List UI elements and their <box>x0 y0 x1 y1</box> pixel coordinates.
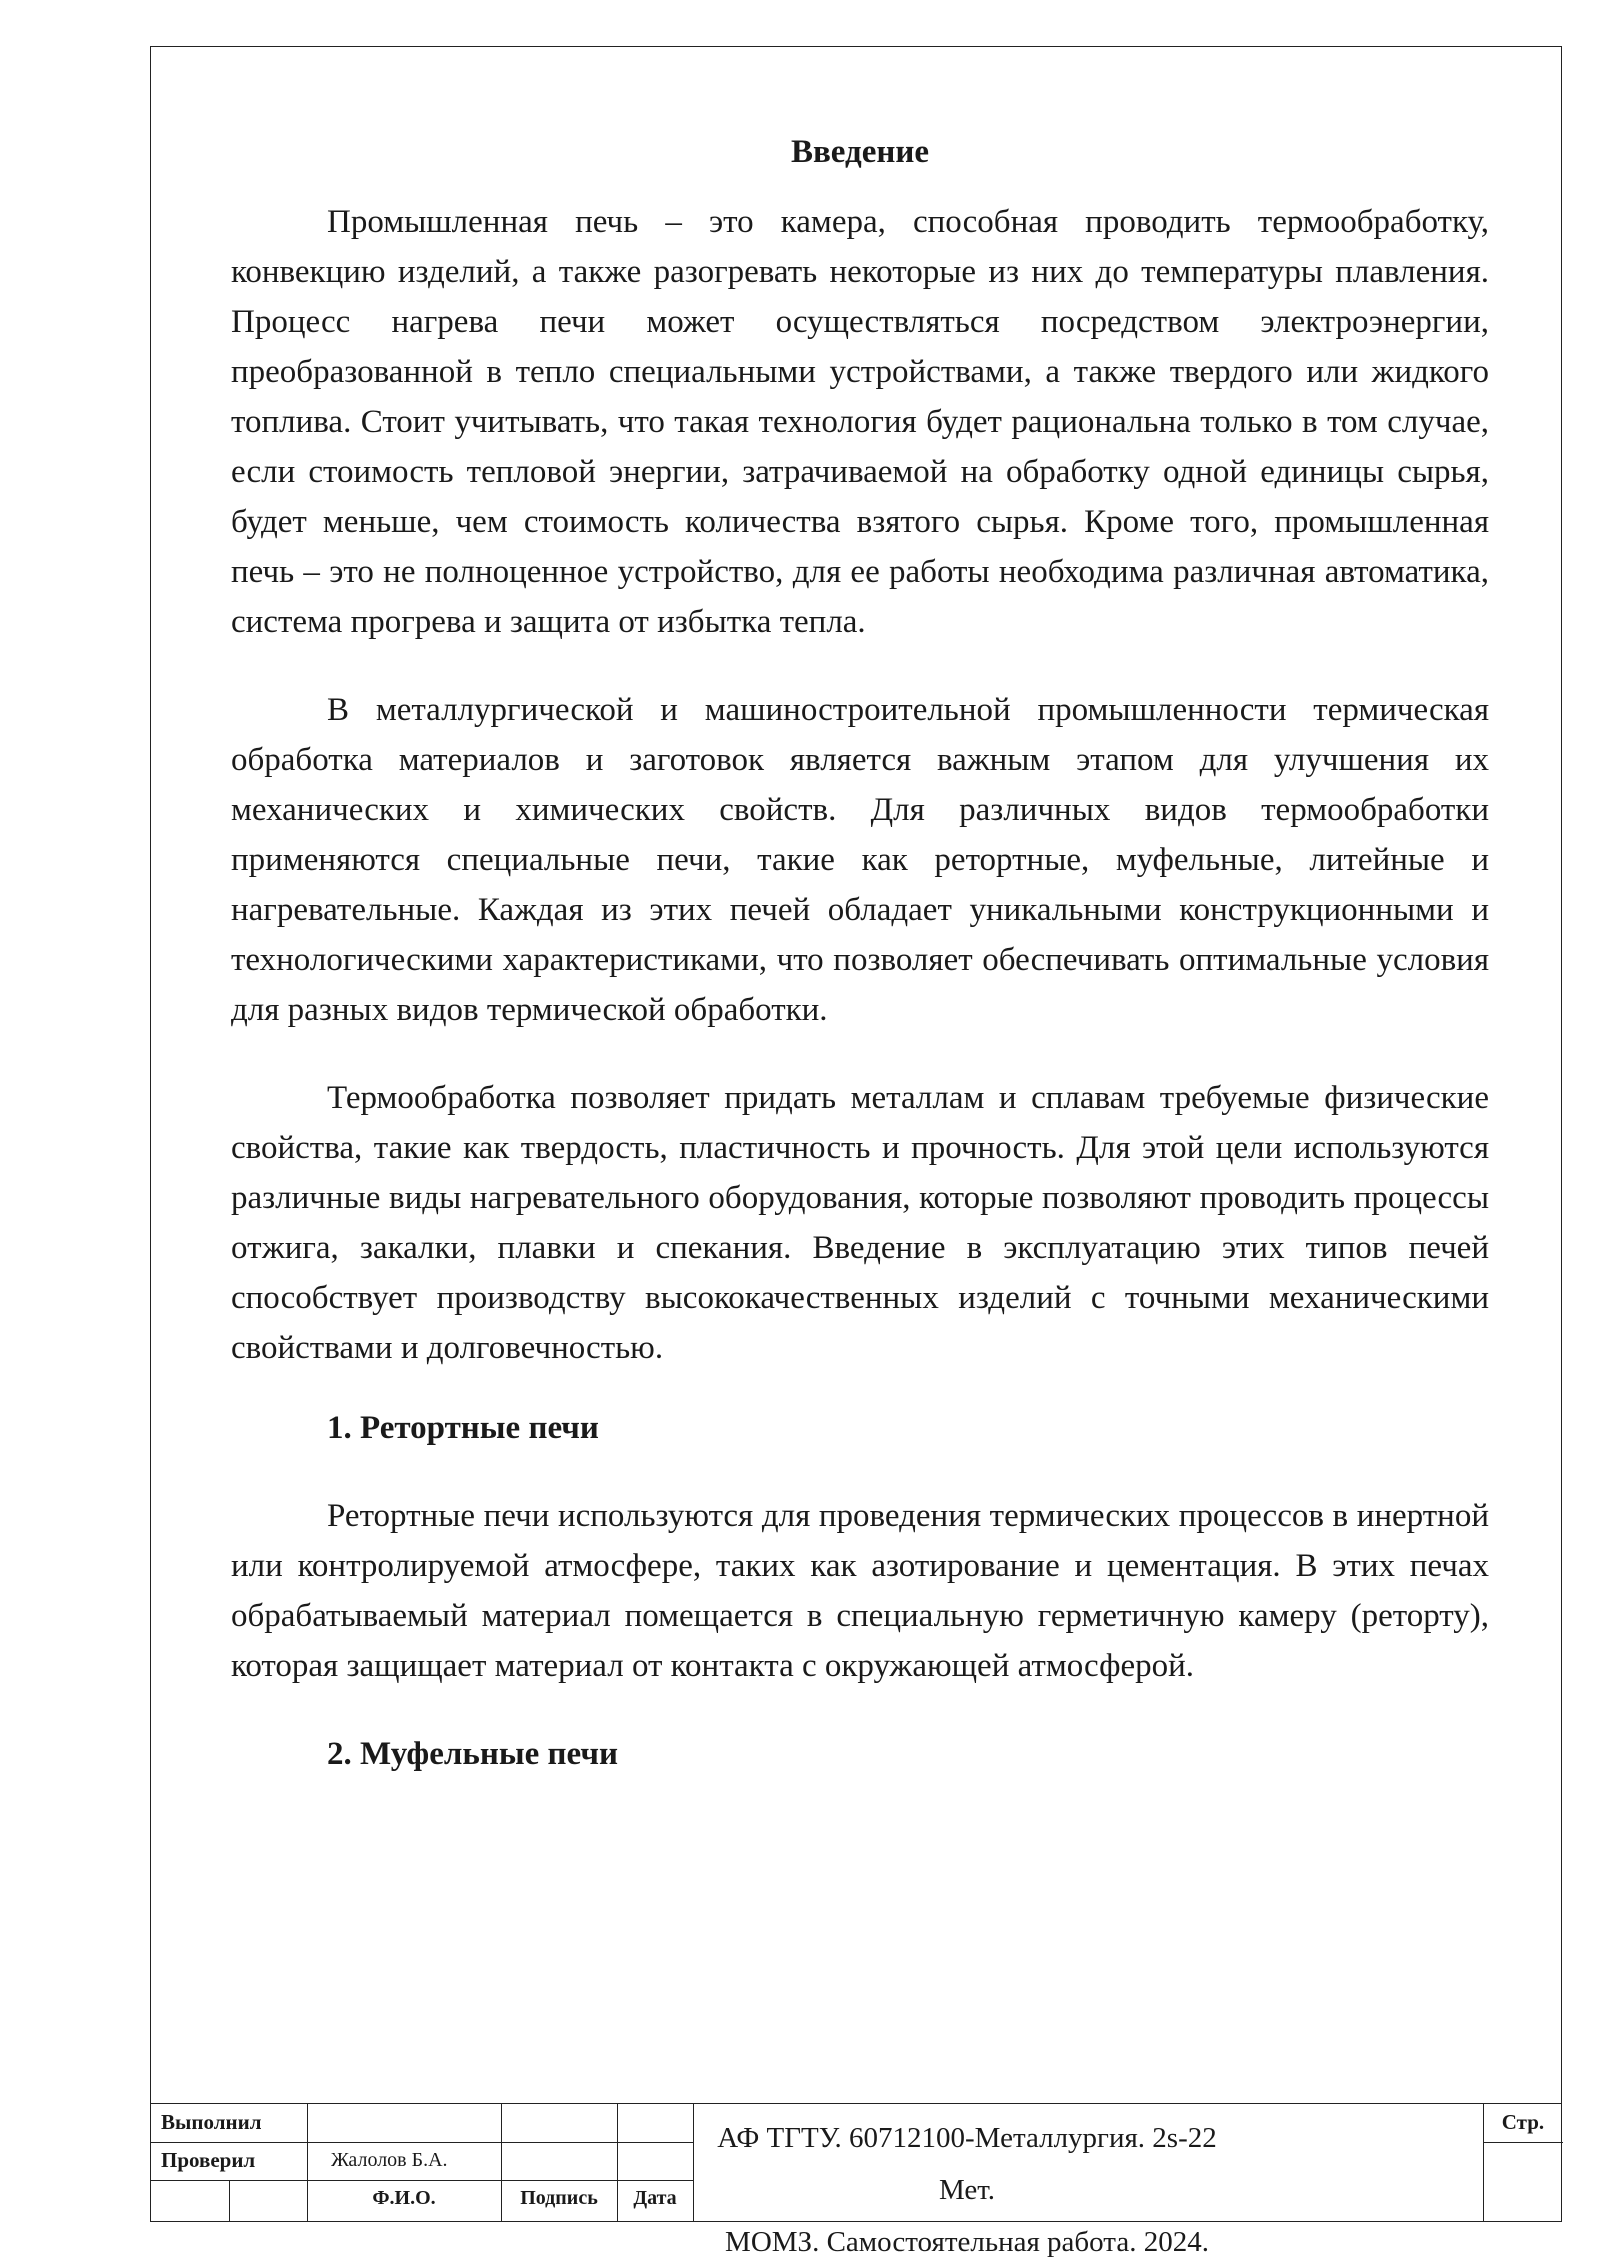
performed-label: Выполнил <box>161 2110 262 2134</box>
designation-line-2: МОМЗ. Самостоятельная работа. 2024. <box>725 2226 1209 2258</box>
title-block <box>151 2103 1561 2258</box>
name-header: Ф.И.О. <box>372 2187 436 2209</box>
paragraph: Промышленная печь – это камера, способная проводить термообработку, конвекцию изделий, а также разогревать некоторые из них до температуры плавления. Процесс нагрева печи может осуществляться посредством электроэнергии, преобразованной в тепло специальными устройствами, а также твердого или жидкого топлива. Стоит учитывать, что такая технология будет рациональна только в том случае, если стоимость тепловой энергии, затрачиваемой на обработку одной единицы сырья, будет меньше, чем стоимость количества взятого сырья. Кроме того, промышленная печь – это не полноценное устройство, для ее работы необходима различная автоматика, система прогрева и защита от избытка тепла. <box>231 204 1489 640</box>
date-header: Дата <box>633 2187 677 2209</box>
paragraph: Ретортные печи используются для проведения термических процессов в инертной или контролируемой атмосфере, таких как азотирование и цементация. В этих печах обрабатываемый материал помещается в специальную герметичную камеру (реторту), которая защищает материал от контакта с окружающей атмосферой. <box>231 1498 1489 1684</box>
designation-line-1: АФ ТГТУ. 60712100-Металлургия. 2s-22 Мет. <box>717 2122 1217 2206</box>
page-frame <box>150 46 1562 2258</box>
document-designation <box>693 2112 1241 2268</box>
document-title: Введение <box>790 134 930 170</box>
section-heading: 1. Ретортные печи <box>327 1410 599 1446</box>
paragraph: Термообработка позволяет придать металлам и сплавам требуемые физические свойства, такие как твердость, пластичность и прочность. Для этой цели используются различные виды нагревательного оборудования, которые позволяют проводить процессы отжига, закалки, плавки и спекания. Введение в эксплуатацию этих типов печей способствует производству высококачественных изделий с точными механическими свойствами и долговечностью. <box>231 1080 1489 1366</box>
document-body <box>231 127 1489 1817</box>
paragraph: В металлургической и машиностроительной промышленности термическая обработка материалов и заготовок является важным этапом для улучшения их механических и химических свойств. Для различных видов термообработки применяются специальные печи, такие как ретортные, муфельные, литейные и нагревательные. Каждая из этих печей обладает уникальными конструкционными и технологическими характеристиками, что позволяет обеспечивать оптимальные условия для разных видов термической обработки. <box>231 692 1489 1028</box>
checker-name: Жалолов Б.А. <box>331 2149 448 2171</box>
page-label: Стр. <box>1501 2110 1545 2134</box>
checked-label: Проверил <box>161 2148 256 2172</box>
signature-header: Подпись <box>520 2187 598 2209</box>
section-heading: 2. Муфельные печи <box>327 1736 618 1772</box>
